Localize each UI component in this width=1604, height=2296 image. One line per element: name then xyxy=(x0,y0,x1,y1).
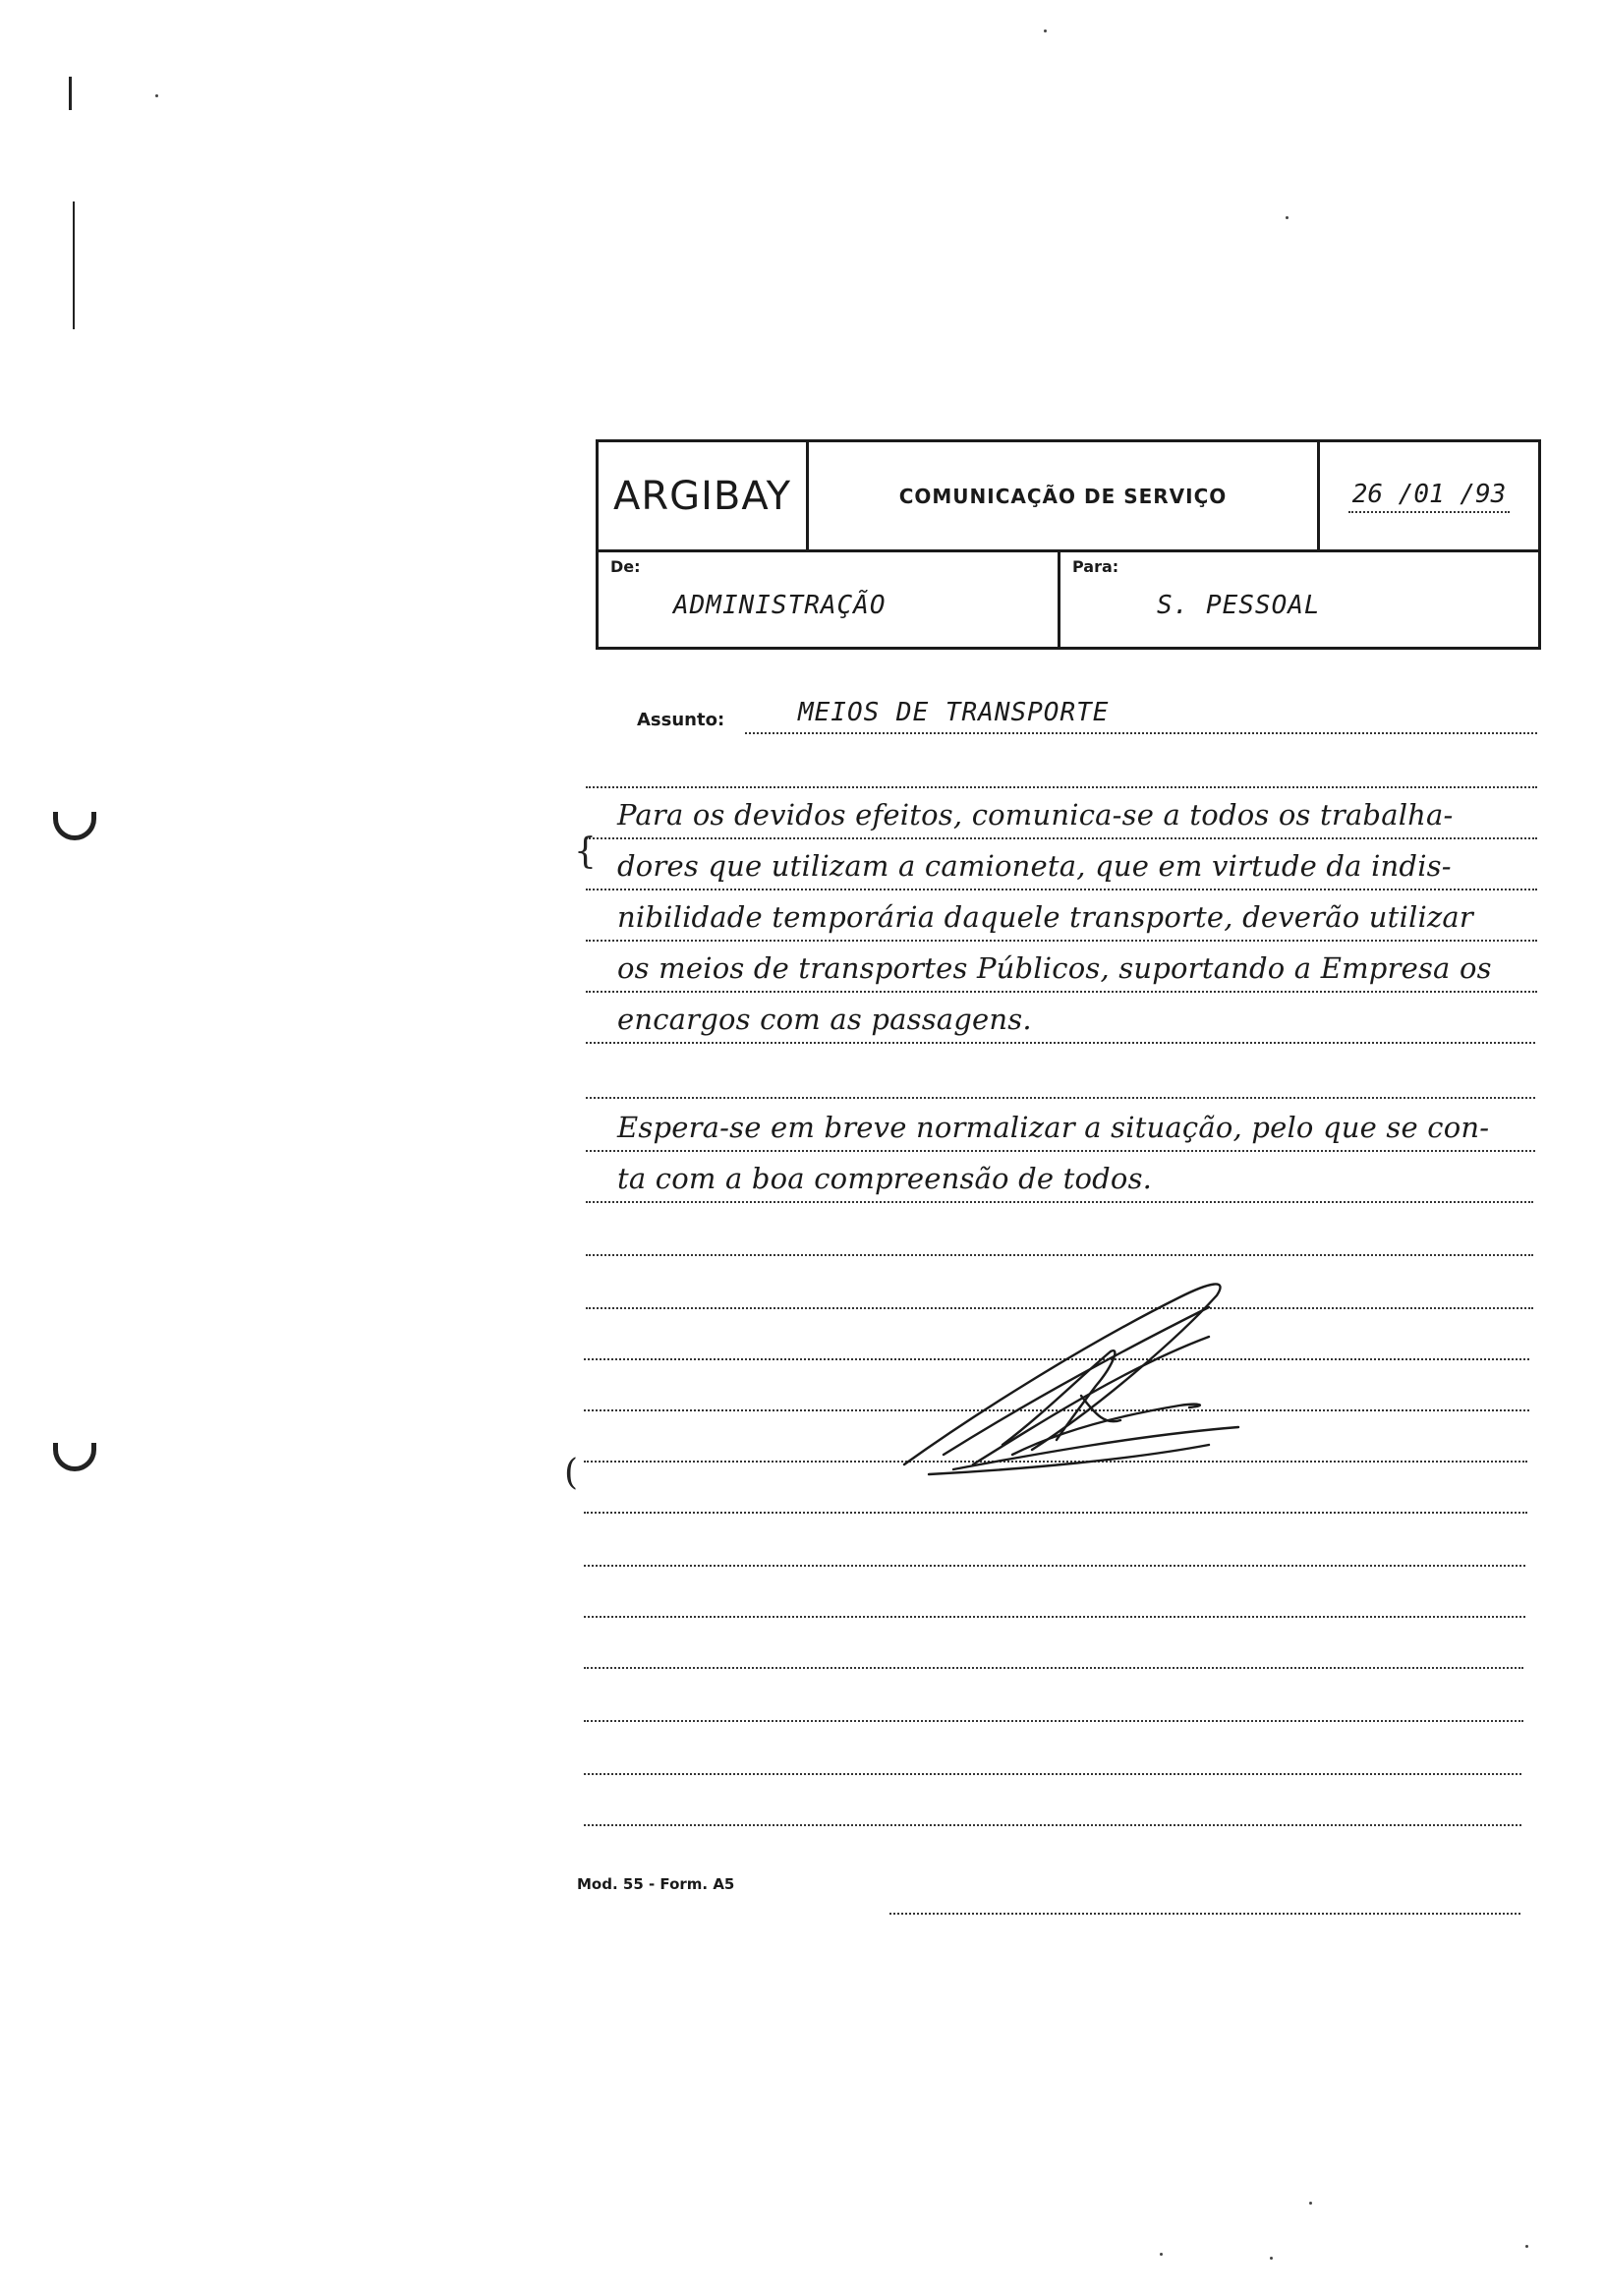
from-field xyxy=(599,549,1060,647)
punch-hole-mark xyxy=(53,812,96,840)
scan-speck xyxy=(1309,2202,1312,2205)
body-text-line: Espera-se em breve normalizar a situação, pelo que se con- xyxy=(617,1111,1490,1144)
body-text-line: os meios de transportes Públicos, suportando a Empresa os xyxy=(617,951,1492,985)
ruled-line xyxy=(586,837,1537,839)
date-field xyxy=(1320,442,1538,549)
ruled-line xyxy=(586,991,1537,993)
ruled-line xyxy=(586,786,1537,788)
subject-label: Assunto: xyxy=(637,710,725,730)
scan-mark xyxy=(69,77,72,110)
scan-speck xyxy=(1525,2245,1528,2248)
ruled-line xyxy=(586,1097,1535,1099)
ruled-line xyxy=(586,1254,1533,1256)
from-value: ADMINISTRAÇÃO xyxy=(673,591,887,620)
scan-speck xyxy=(1286,216,1289,219)
margin-bracket: { xyxy=(574,832,597,872)
ruled-line xyxy=(586,1201,1533,1203)
ruled-line xyxy=(584,1773,1521,1775)
ruled-line xyxy=(584,1616,1525,1618)
ruled-line xyxy=(586,940,1537,942)
ruled-line xyxy=(584,1824,1521,1826)
ruled-line xyxy=(584,1565,1525,1567)
form-code: Mod. 55 - Form. A5 xyxy=(577,1875,735,1893)
from-label: De: xyxy=(610,557,641,576)
ruled-line xyxy=(586,1042,1535,1044)
company-logo: ARGIBAY xyxy=(599,442,809,549)
body-text-line: ta com a boa compreensão de todos. xyxy=(617,1162,1153,1195)
ruled-line xyxy=(584,1667,1523,1669)
ruled-line xyxy=(586,889,1537,890)
punch-hole-mark xyxy=(53,1443,96,1471)
signature-image xyxy=(885,1268,1268,1484)
margin-bracket: ( xyxy=(564,1453,579,1493)
to-value: S. PESSOAL xyxy=(1157,591,1321,620)
header-bottom-row xyxy=(599,549,1538,647)
header-form xyxy=(596,439,1541,650)
form-title: COMUNICAÇÃO DE SERVIÇO xyxy=(809,442,1320,549)
date-value: 26 /01 /93 xyxy=(1348,480,1511,513)
body-text-line: dores que utilizam a camioneta, que em virtude da indis- xyxy=(617,849,1452,883)
ruled-line xyxy=(584,1512,1527,1514)
scan-speck xyxy=(155,94,158,97)
body-text-line: Para os devidos efeitos, comunica-se a todos os trabalha- xyxy=(617,798,1454,832)
scan-speck xyxy=(1044,29,1047,32)
ruled-line xyxy=(586,1150,1535,1152)
to-field xyxy=(1060,549,1538,647)
scan-speck xyxy=(1160,2253,1163,2256)
header-top-row xyxy=(599,442,1538,552)
subject-rule xyxy=(745,732,1537,734)
scan-mark xyxy=(73,201,75,329)
to-label: Para: xyxy=(1072,557,1119,576)
ruled-line xyxy=(584,1720,1523,1722)
body-text-line: encargos com as passagens. xyxy=(617,1003,1032,1036)
footer-rule xyxy=(889,1913,1520,1915)
subject-value: MEIOS DE TRANSPORTE xyxy=(798,698,1110,727)
body-text-line: nibilidade temporária daquele transporte, deverão utilizar xyxy=(617,900,1473,934)
scan-speck xyxy=(1270,2257,1273,2260)
